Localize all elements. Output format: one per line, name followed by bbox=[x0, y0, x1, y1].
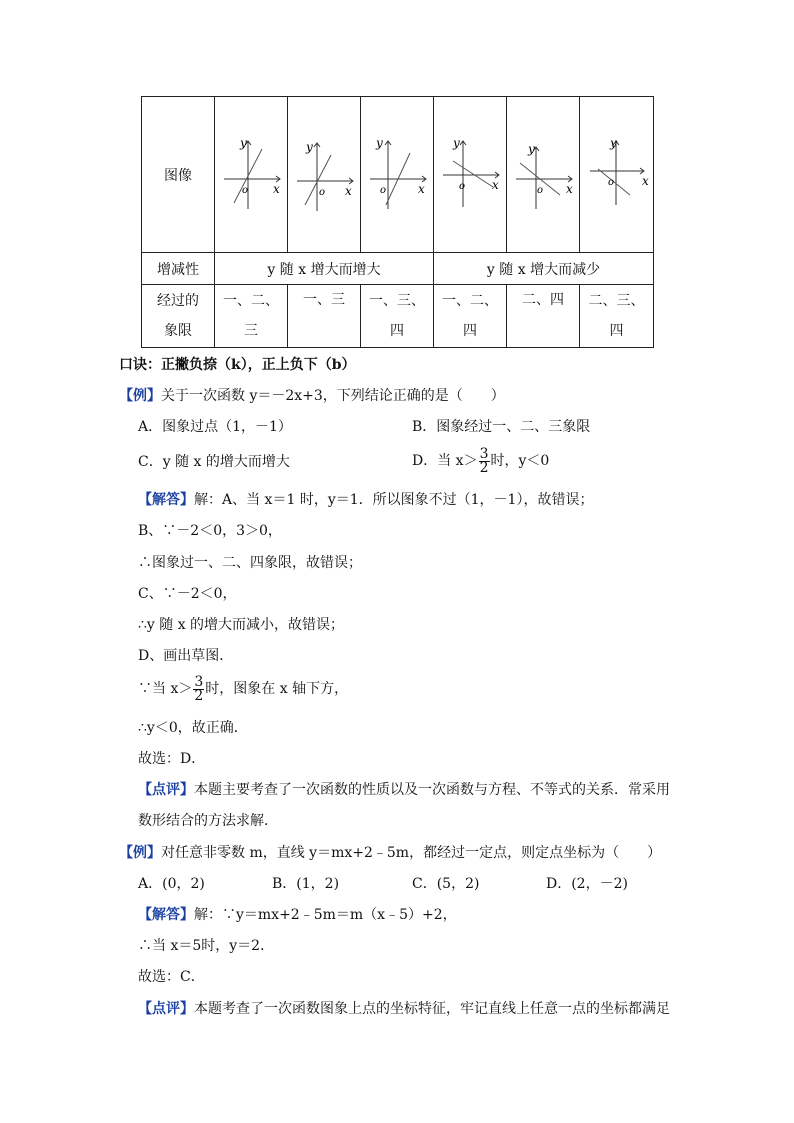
origin-label: o bbox=[242, 184, 249, 196]
row-label-quadrants bbox=[142, 285, 215, 348]
quadrant-cell: 一、二、 三 bbox=[215, 285, 288, 348]
graph-k-pos-b-zero bbox=[288, 97, 361, 253]
answer-tag: 【解答】 bbox=[138, 492, 194, 508]
ex1-choice: 故选：D． bbox=[138, 751, 206, 767]
ex2-solution-line2: ∴当 x＝5时，y＝2． bbox=[138, 938, 275, 954]
axis-x-label: x bbox=[418, 181, 425, 196]
ex1-comment-line2: 数形结合的方法求解． bbox=[138, 813, 278, 829]
ex1-solution-line5: ∴y 随 x 的增大而减小，故错误； bbox=[138, 617, 345, 633]
example1-question bbox=[119, 386, 505, 406]
question-text: 关于一次函数 y＝－2x+3，下列结论正确的是（ ） bbox=[161, 388, 505, 404]
origin-label: o bbox=[380, 184, 387, 196]
row-label-graph: 图像 bbox=[142, 97, 215, 253]
quadrant-cell: 一、三 bbox=[288, 285, 361, 348]
origin-label: o bbox=[319, 186, 326, 198]
ex1-option-a: A．图象过点（1，－1） bbox=[138, 419, 292, 435]
ex1-comment-line1: 【点评】本题主要考查了一次函数的性质以及一次函数与方程、不等式的关系．常采用 bbox=[138, 782, 670, 798]
quadrant-cell: 一、三、 四 bbox=[361, 285, 434, 348]
question-text: 对任意非零数 m，直线 y＝mx+2﹣5m，都经过一定点，则定点坐标为（ ） bbox=[161, 845, 662, 861]
ex2-solution-line1: 【解答】解：∵y＝mx+2﹣5m＝m（x﹣5）+2， bbox=[138, 907, 457, 923]
axis-y-label: y bbox=[453, 135, 460, 150]
fraction: $\frac{3}{2}$ bbox=[479, 445, 489, 476]
ex1-solution-line1: 【解答】解：A、当 x＝1 时，y＝1．所以图象不过（1，－1），故错误； bbox=[138, 492, 594, 508]
ex2-option-b: B．(1，2) bbox=[272, 876, 340, 892]
comment-tag: 【点评】 bbox=[138, 782, 194, 798]
example-tag: 【例】 bbox=[119, 845, 161, 861]
ex1-solution-line2: B、∵－2＜0，3＞0， bbox=[138, 523, 282, 539]
axis-y-label: y bbox=[528, 141, 535, 156]
axis-x-label: x bbox=[641, 173, 649, 188]
quadrant-cell: 二、四 bbox=[507, 285, 580, 348]
axis-y-label: y bbox=[306, 139, 313, 154]
quadrant-cell: 一、二、 四 bbox=[434, 285, 507, 348]
axis-y-label: y bbox=[376, 135, 383, 150]
quadrant-cell: 二、三、 四 bbox=[580, 285, 654, 348]
example2-question bbox=[119, 843, 661, 863]
ex2-choice: 故选：C． bbox=[138, 969, 205, 985]
origin-label: o bbox=[459, 180, 466, 192]
axis-x-label: x bbox=[273, 181, 280, 196]
axis-y-label: y bbox=[240, 135, 247, 150]
axis-x-label: x bbox=[566, 181, 573, 196]
origin-label: o bbox=[607, 176, 614, 188]
fraction: $\frac{3}{2}$ bbox=[194, 673, 204, 704]
example-tag: 【例】 bbox=[119, 388, 161, 404]
row-label-quadrants-line2: 象限 bbox=[164, 323, 192, 339]
mnemonic: 口诀：正撇负捺（k），正上负下（b） bbox=[119, 357, 356, 373]
answer-tag: 【解答】 bbox=[138, 907, 194, 923]
trend-increase: y 随 x 增大而增大 bbox=[215, 253, 434, 285]
ex1-solution-line4: C、∵－2＜0， bbox=[138, 586, 237, 602]
axis-y-label: y bbox=[609, 135, 617, 150]
graph-k-neg-b-neg bbox=[580, 97, 654, 253]
ex1-solution-line6: D、画出草图． bbox=[138, 648, 234, 664]
graph-k-pos-b-pos bbox=[215, 97, 288, 253]
graph-k-pos-b-neg bbox=[361, 97, 434, 253]
ex2-option-c: C．(5，2) bbox=[412, 876, 480, 892]
graph-k-neg-b-zero bbox=[507, 97, 580, 253]
ex1-solution-line3: ∴图象过一、二、四象限，故错误； bbox=[138, 555, 362, 571]
properties-table bbox=[141, 96, 654, 348]
ex1-option-c: C．y 随 x 的增大而增大 bbox=[138, 454, 290, 470]
ex2-option-d: D．(2，－2) bbox=[546, 876, 628, 892]
row-label-quadrants-line1: 经过的 bbox=[157, 293, 199, 309]
ex1-option-d: D．当 x＞ $\frac{3}{2}$ 时，y＜0 bbox=[412, 445, 550, 476]
axis-x-label: x bbox=[492, 177, 499, 192]
row-label-trend: 增减性 bbox=[142, 253, 215, 285]
ex1-solution-line7: ∵当 x＞ $\frac{3}{2}$ 时，图象在 x 轴下方， bbox=[138, 673, 349, 704]
ex1-option-b: B．图象经过一、二、三象限 bbox=[412, 419, 591, 435]
axis-x-label: x bbox=[345, 183, 352, 198]
graph-k-neg-b-pos bbox=[434, 97, 507, 253]
ex1-solution-line8: ∴y＜0，故正确． bbox=[138, 720, 248, 736]
ex2-option-a: A．(0，2) bbox=[138, 876, 205, 892]
trend-decrease: y 随 x 增大而减少 bbox=[434, 253, 654, 285]
ex2-comment-line1: 【点评】本题考查了一次函数图象上点的坐标特征，牢记直线上任意一点的坐标都满足 bbox=[138, 1001, 670, 1017]
origin-label: o bbox=[537, 184, 544, 196]
comment-tag: 【点评】 bbox=[138, 1001, 194, 1017]
